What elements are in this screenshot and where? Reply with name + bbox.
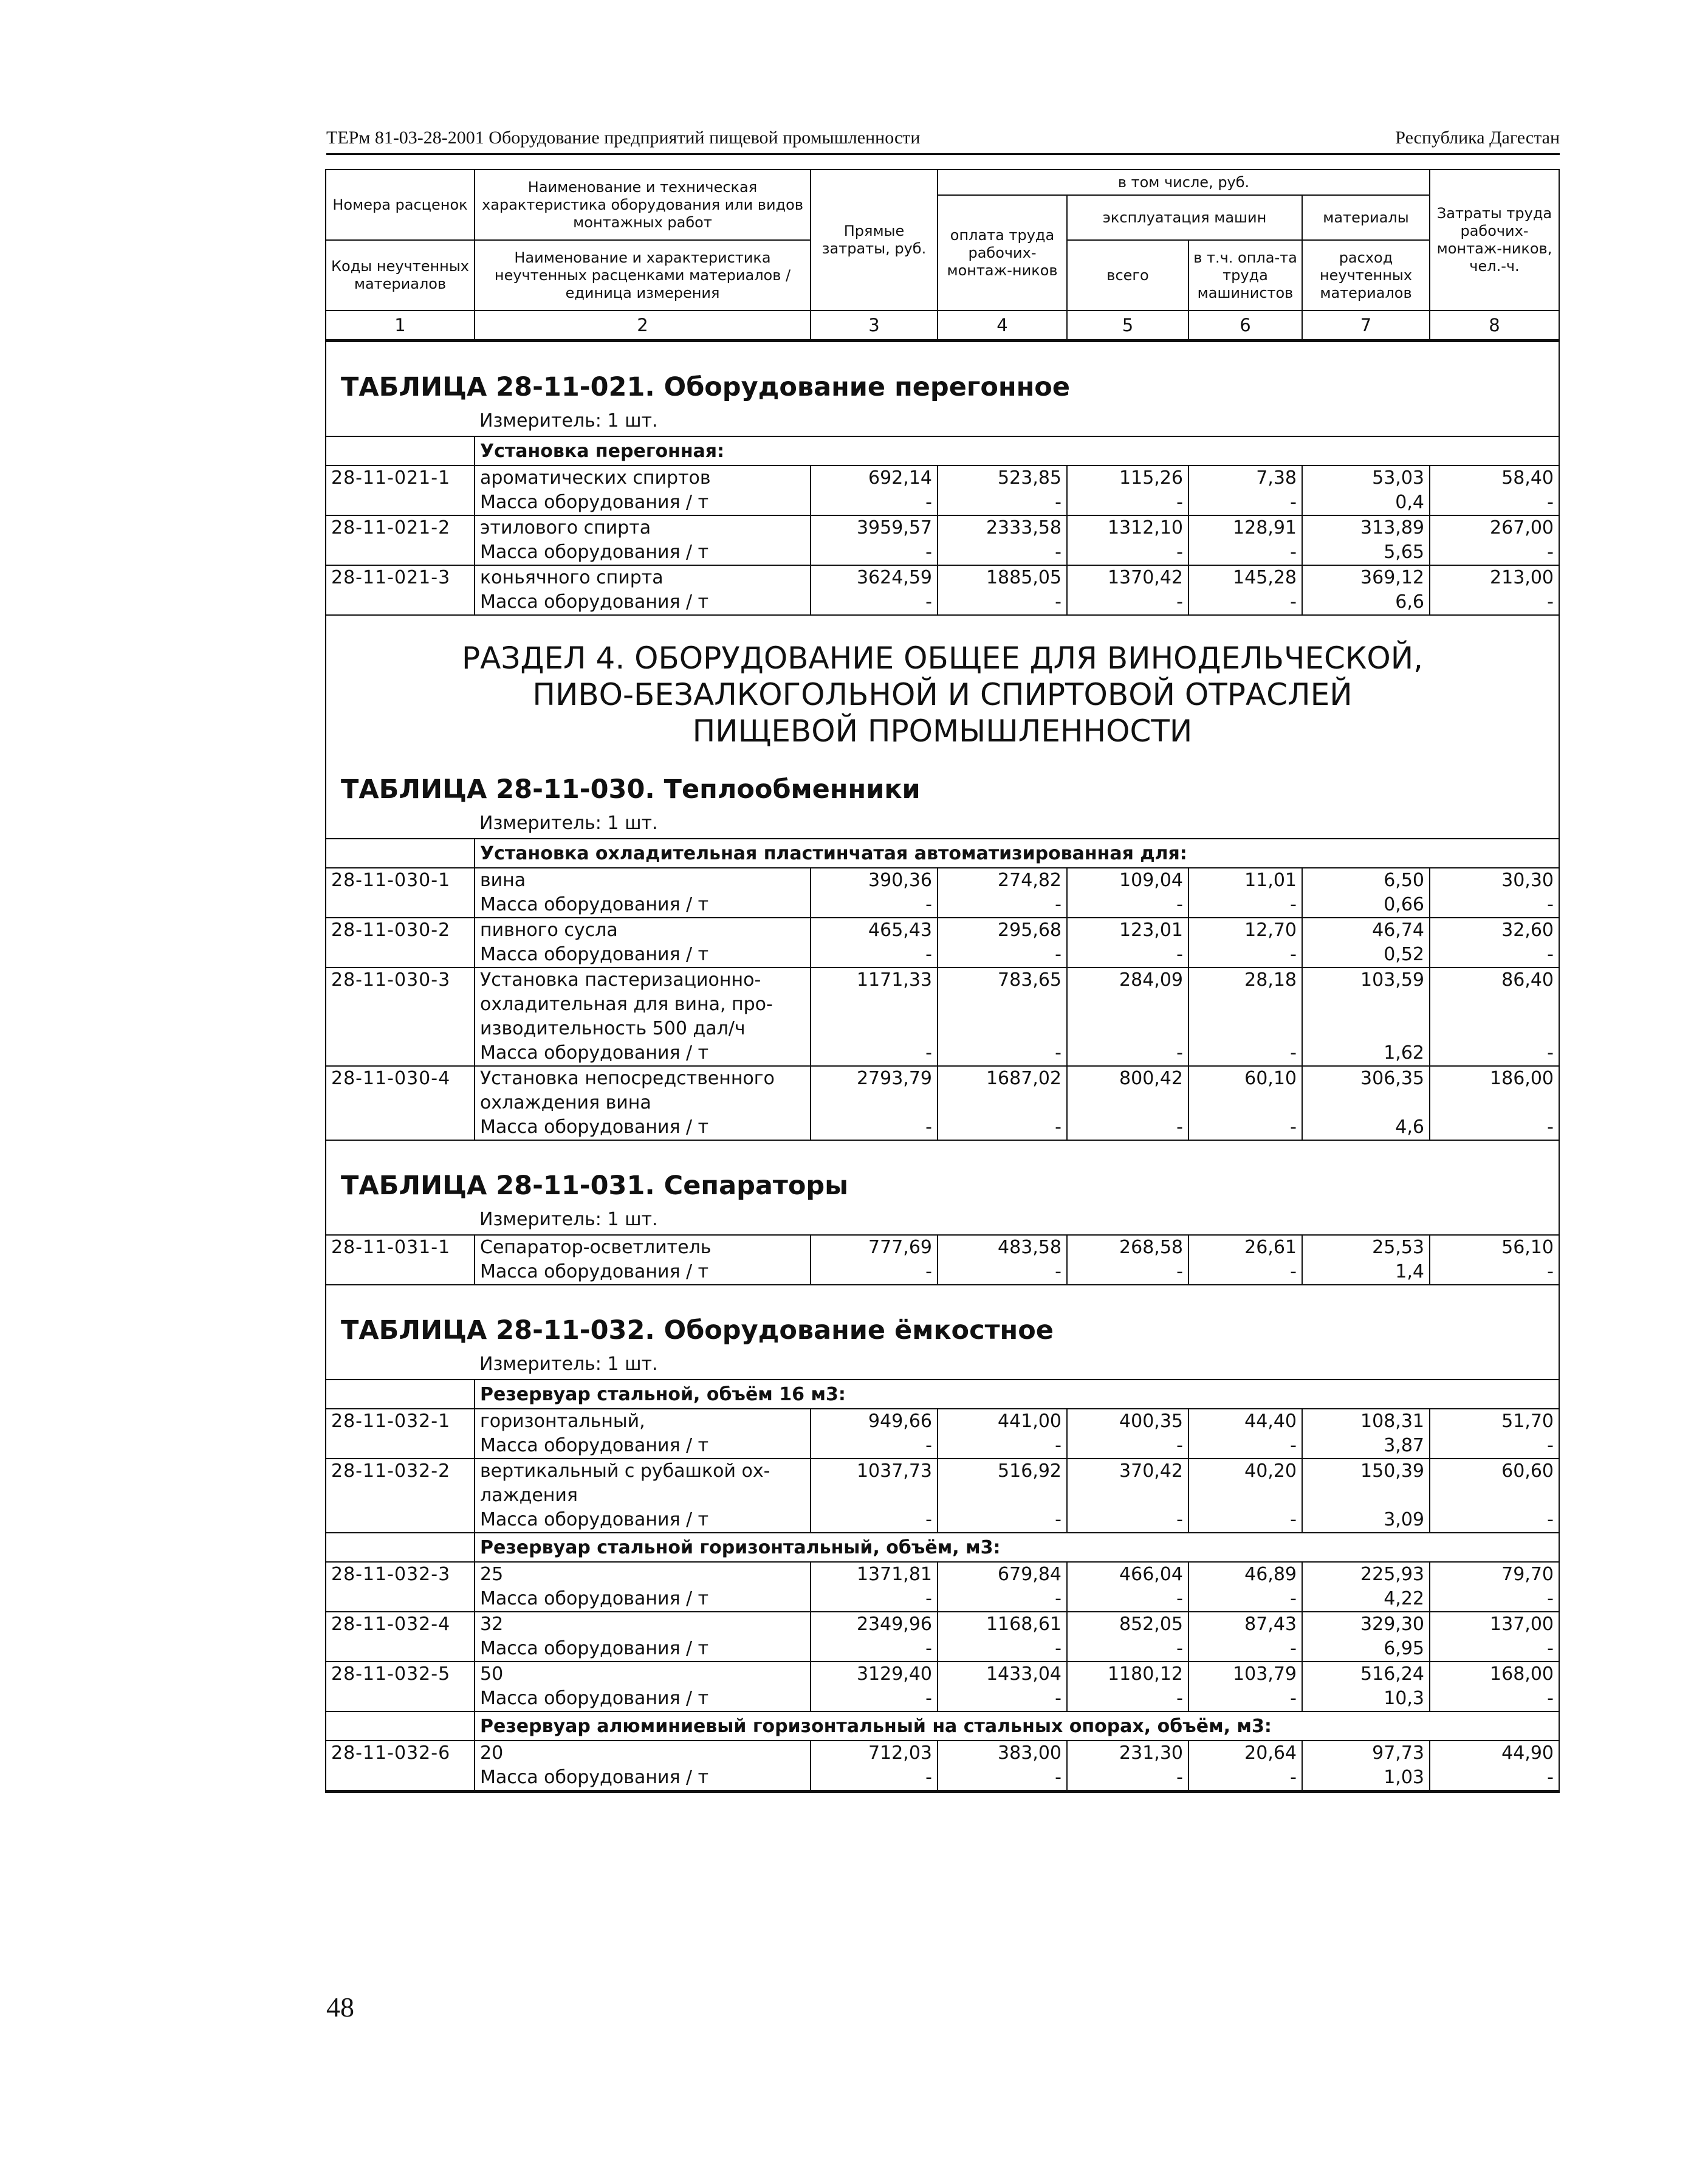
rate-code: 28-11-032-4	[326, 1612, 475, 1637]
measure-label: Измеритель: 1 шт.	[475, 1202, 1559, 1235]
mass-value: 4,22	[1302, 1587, 1430, 1612]
labor-hours: 168,00	[1430, 1662, 1559, 1687]
price-table	[325, 169, 1560, 1793]
section-heading-line: ПИЩЕВОЙ ПРОМЫШЛЕННОСТИ	[692, 714, 1193, 749]
mass-label: Масса оборудования / т	[475, 490, 811, 515]
col-number: 1	[326, 311, 475, 341]
mass-value: 10,3	[1302, 1687, 1430, 1711]
table-row	[326, 968, 1559, 1041]
table-row	[326, 1235, 1559, 1260]
mass-row: Масса оборудования / т - - - - 1,4 -	[326, 1260, 1559, 1285]
section-heading-line: РАЗДЕЛ 4. ОБОРУДОВАНИЕ ОБЩЕЕ ДЛЯ ВИНОДЕЛЬЧЕСКОЙ,	[461, 641, 1424, 676]
labor-hours: 60,60	[1430, 1459, 1559, 1508]
section-heading-line: ПИВО-БЕЗАЛКОГОЛЬНОЙ И СПИРТОВОЙ ОТРАСЛЕЙ	[532, 677, 1353, 712]
materials-cost: 516,24	[1302, 1662, 1430, 1687]
machines-total: 466,04	[1067, 1562, 1188, 1587]
direct-cost: 2349,96	[811, 1612, 938, 1637]
table-row	[326, 1066, 1559, 1115]
mass-label: Масса оборудования / т	[475, 1687, 811, 1711]
table-title-row	[326, 1140, 1559, 1202]
rate-code: 28-11-021-1	[326, 466, 475, 490]
machines-labor: 44,40	[1188, 1409, 1302, 1434]
direct-cost: 1171,33	[811, 968, 938, 1041]
col-header-labor-hours: Затраты труда рабочих-монтаж-ников, чел.-ч.	[1430, 170, 1559, 311]
rate-code: 28-11-032-6	[326, 1741, 475, 1766]
labor-cost: 1433,04	[938, 1662, 1067, 1687]
mass-row: Масса оборудования / т - - - - 3,87 -	[326, 1434, 1559, 1459]
measure-label: Измеритель: 1 шт.	[475, 1346, 1559, 1380]
labor-hours: 32,60	[1430, 918, 1559, 943]
col-header-numbers: Номера расценок	[326, 170, 475, 240]
direct-cost: 2793,79	[811, 1066, 938, 1115]
rate-name-line: охладительная для вина, про-	[480, 994, 773, 1015]
page-number: 48	[326, 1992, 354, 2023]
table-title-row	[326, 1285, 1559, 1346]
group-row	[326, 1711, 1559, 1741]
labor-cost: 783,65	[938, 968, 1067, 1041]
machines-labor: 40,20	[1188, 1459, 1302, 1508]
machines-labor: 7,38	[1188, 466, 1302, 490]
rate-code: 28-11-031-1	[326, 1235, 475, 1260]
machines-total: 284,09	[1067, 968, 1188, 1041]
group-label: Установка перегонная:	[475, 436, 1559, 466]
mass-row: Масса оборудования / т - - - - 6,95 -	[326, 1637, 1559, 1662]
mass-value: 6,95	[1302, 1637, 1430, 1662]
col-header-direct: Прямые затраты, руб.	[811, 170, 938, 311]
col-header-name2: Наименование и характеристика неучтенных расценками материалов / единица измерения	[475, 240, 811, 311]
direct-cost: 692,14	[811, 466, 938, 490]
group-label: Резервуар стальной, объём 16 м3:	[475, 1380, 1559, 1409]
labor-cost: 1168,61	[938, 1612, 1067, 1637]
col-number: 2	[475, 311, 811, 341]
materials-cost: 369,12	[1302, 565, 1430, 590]
mass-label: Масса оборудования / т	[475, 590, 811, 615]
header-document-title: ТЕРм 81-03-28-2001 Оборудование предприятий пищевой промышленности	[326, 128, 921, 148]
rate-name: этилового спирта	[475, 515, 811, 540]
machines-labor: 12,70	[1188, 918, 1302, 943]
rate-name-line: лаждения	[480, 1485, 578, 1506]
col-header-name: Наименование и техническая характеристика оборудования или видов монтажных работ	[475, 170, 811, 240]
labor-hours: 137,00	[1430, 1612, 1559, 1637]
materials-cost: 53,03	[1302, 466, 1430, 490]
materials-cost: 225,93	[1302, 1562, 1430, 1587]
rate-name	[475, 968, 811, 1041]
col-header-machines: эксплуатация машин	[1067, 195, 1302, 240]
mass-row: Масса оборудования / т - - - - 4,6 -	[326, 1115, 1559, 1140]
mass-row: Масса оборудования / т - - - - 3,09 -	[326, 1508, 1559, 1533]
rate-name-line: вертикальный с рубашкой ох-	[480, 1460, 770, 1482]
table-title: ТАБЛИЦА 28-11-030. Теплообменники	[326, 754, 1559, 805]
materials-cost: 108,31	[1302, 1409, 1430, 1434]
rate-code: 28-11-021-3	[326, 565, 475, 590]
rate-name: вина	[475, 868, 811, 893]
machines-labor: 46,89	[1188, 1562, 1302, 1587]
measure-row	[326, 403, 1559, 436]
machines-labor: 128,91	[1188, 515, 1302, 540]
group-row	[326, 1380, 1559, 1409]
mass-label: Масса оборудования / т	[475, 1766, 811, 1792]
mass-row: Масса оборудования / т - - - - 4,22 -	[326, 1587, 1559, 1612]
direct-cost: 3624,59	[811, 565, 938, 590]
section-heading-row	[326, 615, 1559, 754]
group-label: Установка охладительная пластинчатая автоматизированная для:	[475, 839, 1559, 868]
mass-label: Масса оборудования / т	[475, 1508, 811, 1533]
machines-labor: 11,01	[1188, 868, 1302, 893]
rate-name: 32	[475, 1612, 811, 1637]
mass-value: 6,6	[1302, 590, 1430, 615]
rate-name: 20	[475, 1741, 811, 1766]
col-number: 8	[1430, 311, 1559, 341]
mass-label: Масса оборудования / т	[475, 893, 811, 918]
header-row-1	[326, 170, 1559, 195]
group-row	[326, 839, 1559, 868]
mass-label: Масса оборудования / т	[475, 1587, 811, 1612]
col-number: 3	[811, 311, 938, 341]
machines-total: 400,35	[1067, 1409, 1188, 1434]
materials-cost: 150,39	[1302, 1459, 1430, 1508]
mass-label: Масса оборудования / т	[475, 1115, 811, 1140]
group-label: Резервуар алюминиевый горизонтальный на стальных опорах, объём, м3:	[475, 1711, 1559, 1741]
labor-cost: 2333,58	[938, 515, 1067, 540]
rate-name: коньячного спирта	[475, 565, 811, 590]
table-row	[326, 565, 1559, 590]
mass-value: 4,6	[1302, 1115, 1430, 1140]
rate-code: 28-11-032-5	[326, 1662, 475, 1687]
labor-cost: 383,00	[938, 1741, 1067, 1766]
direct-cost: 777,69	[811, 1235, 938, 1260]
rate-code: 28-11-030-2	[326, 918, 475, 943]
mass-value: 0,52	[1302, 943, 1430, 968]
col-number: 7	[1302, 311, 1430, 341]
materials-cost: 329,30	[1302, 1612, 1430, 1637]
mass-value: 3,09	[1302, 1508, 1430, 1533]
table-row	[326, 1662, 1559, 1687]
direct-cost: 390,36	[811, 868, 938, 893]
group-label: Резервуар стальной горизонтальный, объём, м3:	[475, 1533, 1559, 1562]
section-heading	[326, 615, 1559, 754]
direct-cost: 949,66	[811, 1409, 938, 1434]
labor-cost: 441,00	[938, 1409, 1067, 1434]
table-row	[326, 1741, 1559, 1766]
table-row	[326, 1409, 1559, 1434]
direct-cost: 1371,81	[811, 1562, 938, 1587]
rate-code: 28-11-030-1	[326, 868, 475, 893]
measure-label: Измеритель: 1 шт.	[475, 403, 1559, 436]
mass-row: Масса оборудования / т - - - - 10,3 -	[326, 1687, 1559, 1711]
mass-value: 1,62	[1302, 1041, 1430, 1066]
mass-label: Масса оборудования / т	[475, 1434, 811, 1459]
col-number: 6	[1188, 311, 1302, 341]
measure-row	[326, 1346, 1559, 1380]
mass-label: Масса оборудования / т	[475, 1041, 811, 1066]
table-title: ТАБЛИЦА 28-11-032. Оборудование ёмкостное	[326, 1285, 1559, 1346]
header-rule	[326, 153, 1560, 155]
machines-labor: 145,28	[1188, 565, 1302, 590]
machines-total: 800,42	[1067, 1066, 1188, 1115]
mass-value: 1,03	[1302, 1766, 1430, 1792]
rate-code: 28-11-030-4	[326, 1066, 475, 1115]
materials-cost: 313,89	[1302, 515, 1430, 540]
table-title-row	[326, 341, 1559, 404]
rate-code: 28-11-030-3	[326, 968, 475, 1041]
table-row	[326, 868, 1559, 893]
mass-label: Масса оборудования / т	[475, 540, 811, 565]
rate-code: 28-11-021-2	[326, 515, 475, 540]
table-title: ТАБЛИЦА 28-11-031. Сепараторы	[326, 1140, 1559, 1202]
mass-label: Масса оборудования / т	[475, 943, 811, 968]
table-row	[326, 918, 1559, 943]
labor-hours: 56,10	[1430, 1235, 1559, 1260]
machines-total: 109,04	[1067, 868, 1188, 893]
measure-row	[326, 1202, 1559, 1235]
group-row	[326, 1533, 1559, 1562]
table-title: ТАБЛИЦА 28-11-021. Оборудование перегонное	[326, 341, 1559, 404]
machines-total: 1312,10	[1067, 515, 1188, 540]
machines-total: 1180,12	[1067, 1662, 1188, 1687]
measure-label: Измеритель: 1 шт.	[475, 805, 1559, 839]
labor-cost: 1687,02	[938, 1066, 1067, 1115]
machines-total: 370,42	[1067, 1459, 1188, 1508]
rate-code: 28-11-032-1	[326, 1409, 475, 1434]
col-header-materials: материалы	[1302, 195, 1430, 240]
machines-labor: 26,61	[1188, 1235, 1302, 1260]
materials-cost: 6,50	[1302, 868, 1430, 893]
mass-row: Масса оборудования / т - - - - 6,6 -	[326, 590, 1559, 615]
mass-value: 5,65	[1302, 540, 1430, 565]
measure-row	[326, 805, 1559, 839]
machines-total: 115,26	[1067, 466, 1188, 490]
direct-cost: 1037,73	[811, 1459, 938, 1508]
materials-cost: 103,59	[1302, 968, 1430, 1041]
rate-name-line: охлаждения вина	[480, 1092, 651, 1113]
machines-labor: 28,18	[1188, 968, 1302, 1041]
materials-cost: 306,35	[1302, 1066, 1430, 1115]
table-title-row	[326, 754, 1559, 805]
rate-name: Сепаратор-осветлитель	[475, 1235, 811, 1260]
rate-name: 50	[475, 1662, 811, 1687]
mass-row: Масса оборудования / т - - - - 1,62 -	[326, 1041, 1559, 1066]
labor-hours: 51,70	[1430, 1409, 1559, 1434]
materials-cost: 25,53	[1302, 1235, 1430, 1260]
machines-labor: 60,10	[1188, 1066, 1302, 1115]
col-header-unaccounted: расход неучтенных материалов	[1302, 240, 1430, 311]
mass-row: Масса оборудования / т - - - - 1,03 -	[326, 1766, 1559, 1792]
mass-label: Масса оборудования / т	[475, 1260, 811, 1285]
rate-code: 28-11-032-3	[326, 1562, 475, 1587]
mass-row: Масса оборудования / т - - - - 0,66 -	[326, 893, 1559, 918]
running-header	[326, 120, 1560, 154]
col-number: 5	[1067, 311, 1188, 341]
mass-row: Масса оборудования / т - - - - 0,4 -	[326, 490, 1559, 515]
mass-row: Масса оборудования / т - - - - 5,65 -	[326, 540, 1559, 565]
machines-total: 852,05	[1067, 1612, 1188, 1637]
machines-total: 123,01	[1067, 918, 1188, 943]
rate-code: 28-11-032-2	[326, 1459, 475, 1508]
direct-cost: 465,43	[811, 918, 938, 943]
table-row	[326, 1459, 1559, 1508]
rate-name: пивного сусла	[475, 918, 811, 943]
labor-hours: 44,90	[1430, 1741, 1559, 1766]
col-header-codes: Коды неучтенных материалов	[326, 240, 475, 311]
mass-value: 1,4	[1302, 1260, 1430, 1285]
labor-cost: 295,68	[938, 918, 1067, 943]
labor-hours: 186,00	[1430, 1066, 1559, 1115]
machines-total: 268,58	[1067, 1235, 1188, 1260]
machines-labor: 103,79	[1188, 1662, 1302, 1687]
labor-cost: 274,82	[938, 868, 1067, 893]
labor-cost: 679,84	[938, 1562, 1067, 1587]
materials-cost: 97,73	[1302, 1741, 1430, 1766]
col-header-machines-total: всего	[1067, 240, 1188, 311]
labor-cost: 483,58	[938, 1235, 1067, 1260]
rate-name-line: Установка пастеризационно-	[480, 969, 761, 991]
rate-name	[475, 1066, 811, 1115]
labor-hours: 30,30	[1430, 868, 1559, 893]
col-header-labor-cost: оплата труда рабочих-монтаж-ников	[938, 195, 1067, 311]
direct-cost: 712,03	[811, 1741, 938, 1766]
rate-name-line: изводительность 500 дал/ч	[480, 1018, 746, 1039]
group-row	[326, 436, 1559, 466]
rate-name-line: Установка непосредственного	[480, 1068, 775, 1089]
mass-value: 0,4	[1302, 490, 1430, 515]
materials-cost: 46,74	[1302, 918, 1430, 943]
table-row	[326, 466, 1559, 490]
mass-label: Масса оборудования / т	[475, 1637, 811, 1662]
table-row	[326, 1612, 1559, 1637]
rate-name: ароматических спиртов	[475, 466, 811, 490]
machines-total: 1370,42	[1067, 565, 1188, 590]
machines-total: 231,30	[1067, 1741, 1188, 1766]
direct-cost: 3129,40	[811, 1662, 938, 1687]
mass-value: 0,66	[1302, 893, 1430, 918]
mass-row: Масса оборудования / т - - - - 0,52 -	[326, 943, 1559, 968]
table-row	[326, 515, 1559, 540]
labor-hours: 58,40	[1430, 466, 1559, 490]
machines-labor: 87,43	[1188, 1612, 1302, 1637]
labor-cost: 1885,05	[938, 565, 1067, 590]
labor-hours: 86,40	[1430, 968, 1559, 1041]
col-header-incl: в том числе, руб.	[938, 170, 1430, 195]
labor-hours: 79,70	[1430, 1562, 1559, 1587]
table-row	[326, 1562, 1559, 1587]
column-numbers-row	[326, 311, 1559, 341]
labor-cost: 516,92	[938, 1459, 1067, 1508]
machines-labor: 20,64	[1188, 1741, 1302, 1766]
rate-name: горизонтальный,	[475, 1409, 811, 1434]
labor-hours: 267,00	[1430, 515, 1559, 540]
col-number: 4	[938, 311, 1067, 341]
labor-cost: 523,85	[938, 466, 1067, 490]
rate-name	[475, 1459, 811, 1508]
header-region: Республика Дагестан	[1395, 128, 1560, 148]
direct-cost: 3959,57	[811, 515, 938, 540]
rate-name: 25	[475, 1562, 811, 1587]
col-header-machines-labor: в т.ч. опла-та труда машинистов	[1188, 240, 1302, 311]
labor-hours: 213,00	[1430, 565, 1559, 590]
mass-value: 3,87	[1302, 1434, 1430, 1459]
